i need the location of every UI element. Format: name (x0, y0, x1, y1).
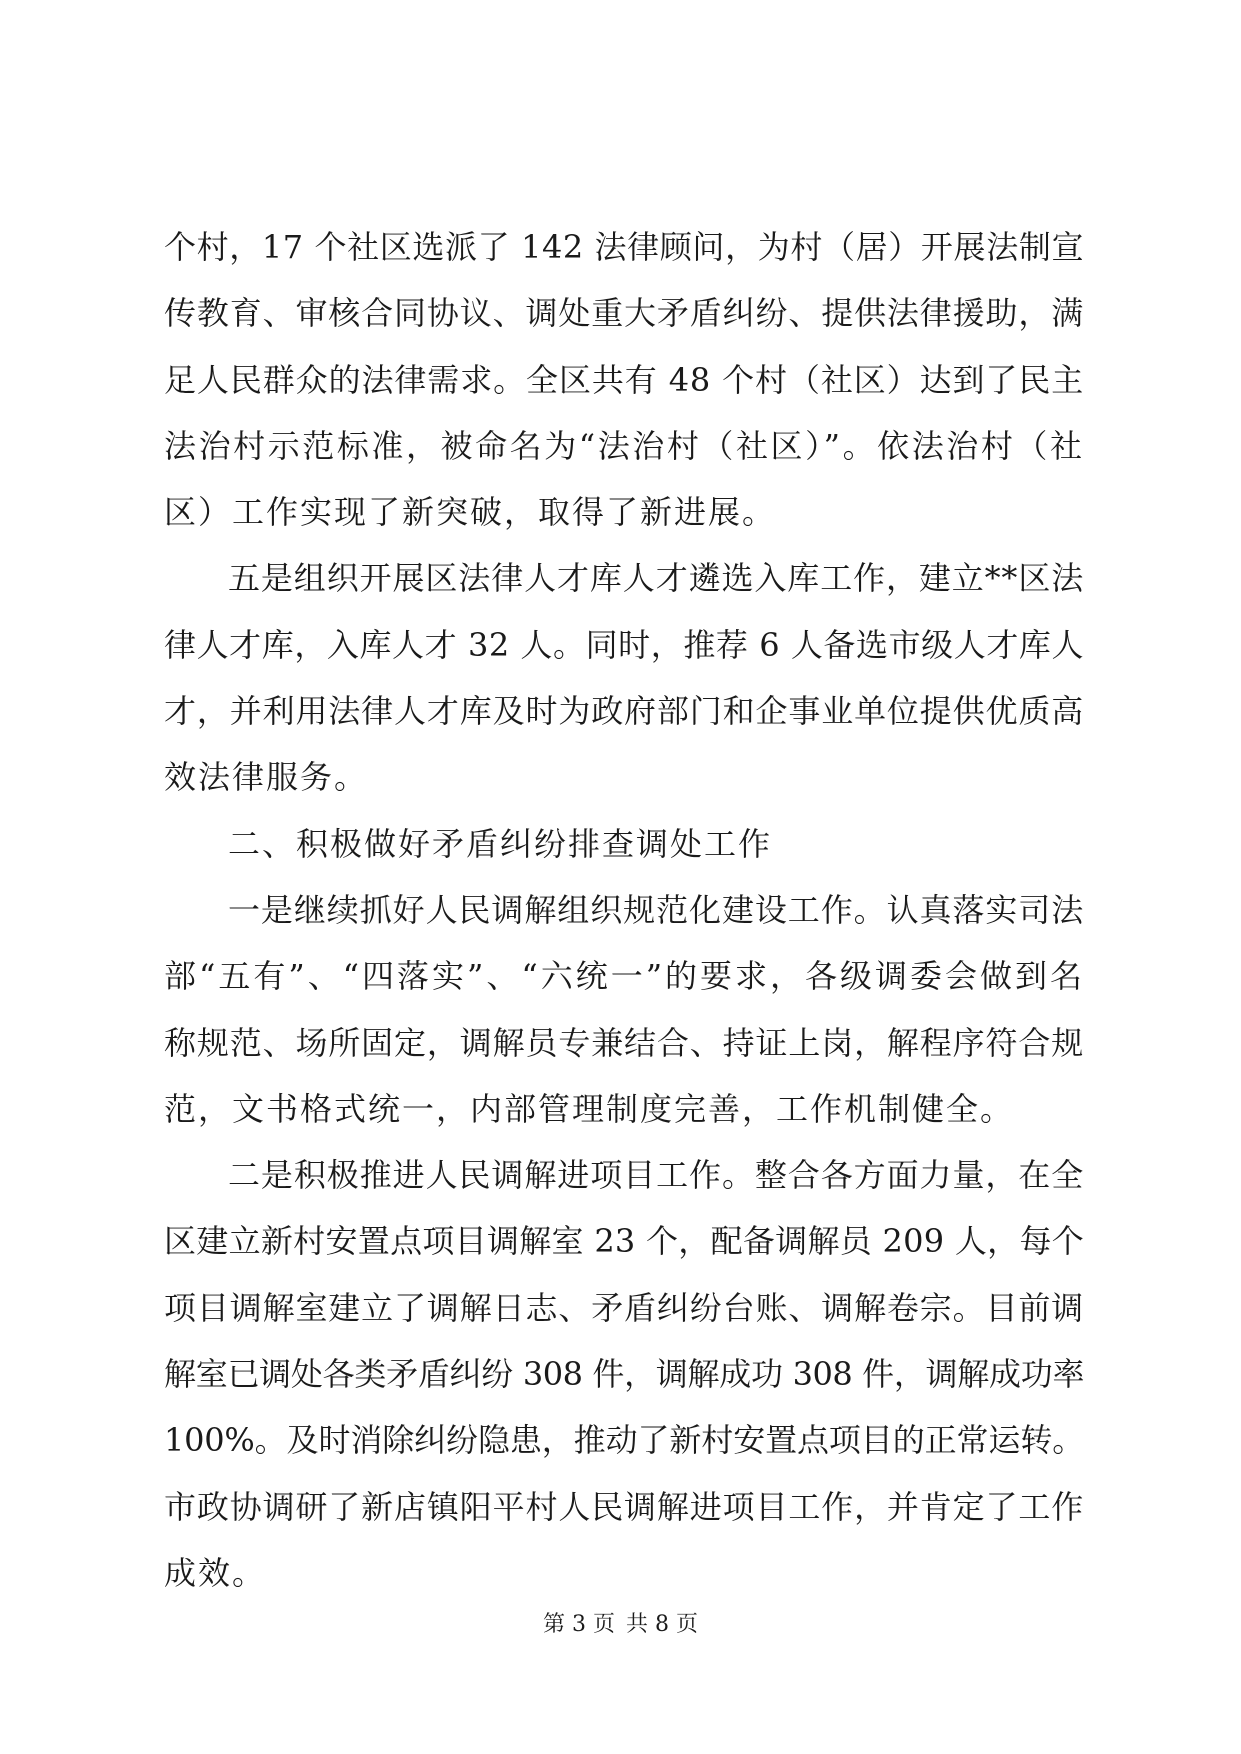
text-line: 足人民群众的法律需求。全区共有 48 个村（社区）达到了民主 (164, 360, 1084, 399)
page-total: 共 8 页 (626, 1612, 698, 1637)
text-line: 二是积极推进人民调解进项目工作。整合各方面力量，在全 (228, 1156, 1084, 1195)
text-line: 区）工作实现了新突破，取得了新进展。 (164, 493, 777, 532)
page-number: 第 3 页 (543, 1612, 615, 1637)
text-line: 传教育、审核合同协议、调处重大矛盾纠纷、提供法律援助，满 (164, 294, 1084, 333)
text-line: 一是继续抓好人民调解组织规范化建设工作。认真落实司法 (228, 890, 1084, 929)
text-line: 效法律服务。 (164, 758, 369, 797)
text-line: 二、积极做好矛盾纠纷排查调处工作 (228, 824, 773, 863)
text-line: 法治村示范标准，被命名为“法治村（社区）”。依法治村（社 (164, 426, 1084, 465)
text-line: 五是组织开展区法律人才库人才遴选入库工作，建立**区法 (228, 559, 1084, 598)
text-line: 100%。及时消除纠纷隐患，推动了新村安置点项目的正常运转。 (164, 1421, 1084, 1460)
text-line: 市政协调研了新店镇阳平村人民调解进项目工作，并肯定了工作 (164, 1487, 1084, 1526)
text-line: 才，并利用法律人才库及时为政府部门和企事业单位提供优质高 (164, 692, 1084, 731)
text-line: 区建立新村安置点项目调解室 23 个，配备调解员 209 人，每个 (164, 1222, 1084, 1261)
text-line: 律人才库，入库人才 32 人。同时，推荐 6 人备选市级人才库人 (164, 625, 1084, 664)
text-line: 部“五有”、“四落实”、“六统一”的要求，各级调委会做到名 (164, 957, 1084, 996)
text-line: 项目调解室建立了调解日志、矛盾纠纷台账、调解卷宗。目前调 (164, 1288, 1084, 1327)
text-line: 范，文书格式统一，内部管理制度完善，工作机制健全。 (164, 1089, 1015, 1128)
text-line: 个村，17 个社区选派了 142 法律顾问，为村（居）开展法制宣 (164, 228, 1084, 266)
text-line: 成效。 (164, 1553, 267, 1592)
page-footer (0, 1610, 1241, 1640)
text-line: 称规范、场所固定，调解员专兼结合、持证上岗，解程序符合规 (164, 1023, 1084, 1062)
document-body (164, 225, 1084, 1617)
text-line: 解室已调处各类矛盾纠纷 308 件，调解成功 308 件，调解成功率 (164, 1355, 1084, 1394)
